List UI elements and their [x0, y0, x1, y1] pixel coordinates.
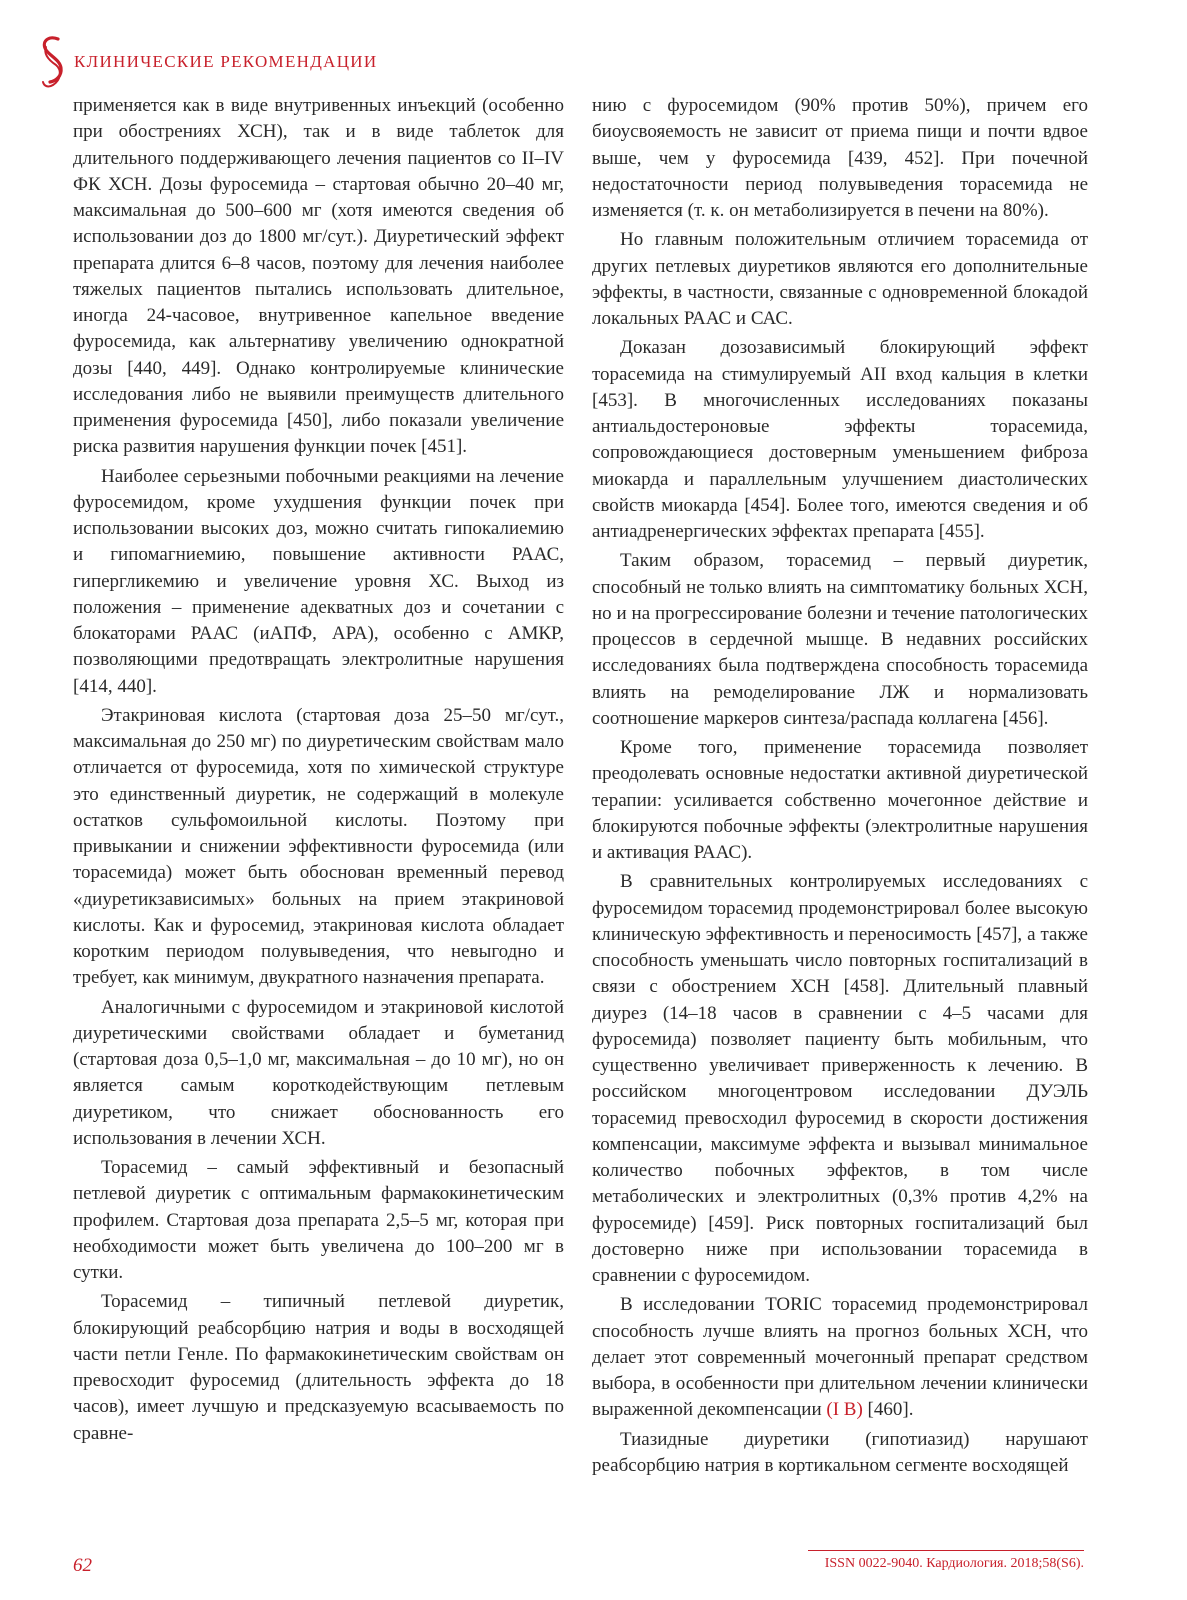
reference: [460].: [862, 1399, 914, 1421]
paragraph: В сравнительных контролируемых исследованиях с фуросемидом торасемид продемонстрировал более высокую клиническую эффективность и переносимость [457], а также способность уменьшать число повторных госпитализаций в связи с обострением ХСН [458]. Длительный плавный диурез (14–18 часов в сравнении с 4–5 часами для фуросемида) позволяет пациенту быть мобильным, что существенно увеличивает приверженность к лечению. В российском многоцентровом исследовании ДУЭЛЬ торасемид превосходил фуросемид в скорости достижения компенсации, максимуме эффекта и вызывал минимальное количество побочных эффектов, в том числе метаболических и электролитных (0,3% против 4,2% на фуросемиде) [459]. Риск повторных госпитализаций был достоверно ниже при использовании торасемида в сравнении с фуросемидом.: [592, 871, 1088, 1286]
paragraph: Тиазидные диуретики (гипотиазид) нарушают реабсорбцию натрия в кортикальном сегменте восходящей: [592, 1428, 1088, 1476]
section-title: КЛИНИЧЕСКИЕ РЕКОМЕНДАЦИИ: [74, 52, 378, 71]
paragraph: применяется как в виде внутривенных инъекций (особенно при обострениях ХСН), так и в виде таблеток для длительного поддерживающего лечения пациентов со II–IV ФК ХСН. Дозы фуросемида – стартовая обычно 20–40 мг, максимальная до 500–600 мг (хотя имеются сведения об использовании доз до 1800 мг/сут.). Диуретический эффект препарата длится 6–8 часов, поэтому для лечения наиболее тяжелых пациентов пытались использовать длительное, иногда 24-часовое, внутривенное капельное введение фуросемида, как альтернативу увеличению однократной дозы [440, 449]. Однако контролируемые клинические исследования либо не выявили преимуществ длительного применения фуросемида [450], либо показали увеличение риска развития нарушения функции почек [451].: [73, 95, 564, 458]
paragraph-toric: [592, 1292, 1088, 1423]
journal-citation: ISSN 0022-9040. Кардиология. 2018;58(S6).: [824, 1556, 1084, 1571]
paragraph: Доказан дозозависимый блокирующий эффект торасемида на стимулируемый AII вход кальция в клетки [453]. В многочисленных исследованиях показаны антиальдостероновые эффекты торасемида, сопровождающиеся достоверным уменьшением фиброза миокарда и параллельным улучшением диастолических свойств миокарда [454]. Более того, имеются сведения и об антиадренергических эффектах препарата [455].: [592, 337, 1088, 542]
page-number: 62: [73, 1555, 92, 1576]
paragraph: Этакриновая кислота (стартовая доза 25–50 мг/сут., максимальная до 250 мг) по диуретическим свойствам мало отличается от фуросемида, хотя по химической структуре это единственный диуретик, не содержащий в молекуле остатков сульфомоильной кислоты. Поэтому при привыкании и снижении эффективности фуросемида (или торасемида) может быть обоснован временный перевод «диуретикзависимых» больных на прием этакриновой кислоты. Как и фуросемид, этакриновая кислота обладает коротким периодом полувыведения, что невыгодно и требует, как минимум, двукратного назначения препарата.: [73, 704, 564, 989]
paragraph: Наиболее серьезными побочными реакциями на лечение фуросемидом, кроме ухудшения функции почек при использовании высоких доз, можно считать гипокалиемию и гипомагниемию, повышение активности РААС, гипергликемию и увеличение уровня ХС. Выход из положения – применение адекватных доз и сочетании с блокаторами РААС (иАПФ, АРА), особенно с АМКР, позволяющими предотвращать электролитные нарушения [414, 440].: [73, 465, 564, 697]
paragraph: Кроме того, применение торасемида позволяет преодолевать основные недостатки активной диуретической терапии: усиливается собственно мочегонное действие и блокируются побочные эффекты (электролитные нарушения и активация РААС).: [592, 737, 1088, 863]
section-sign-logo-icon: [36, 33, 70, 91]
paragraph: Аналогичными с фуросемидом и этакриновой кислотой диуретическими свойствами обладает и буметанид (стартовая доза 0,5–1,0 мг, максимальная – до 10 мг), но он является самым короткодействующим петлевым диуретиком, что снижает обоснованность его использования в лечении ХСН.: [73, 996, 564, 1149]
evidence-level: (I B): [826, 1399, 863, 1421]
paragraph: нию с фуросемидом (90% против 50%), причем его биоусвояемость не зависит от приема пищи и почти вдвое выше, чем у фуросемида [439, 452]. При почечной недостаточности период полувыведения торасемида не изменяется (т. к. он метаболизируется в печени на 80%).: [592, 95, 1088, 221]
paragraph: Таким образом, торасемид – первый диуретик, способный не только влиять на симптоматику больных ХСН, но и на прогрессирование болезни и течение патологических процессов в сердечной мышце. В недавних российских исследованиях была подтверждена способность торасемида влиять на ремоделирование ЛЖ и нормализовать соотношение маркеров синтеза/распада коллагена [456].: [592, 550, 1088, 729]
right-column: [592, 93, 1088, 1482]
paragraph-text: В исследовании TORIC торасемид продемонстрировал способность лучше влиять на прогноз больных ХСН, что делает этот современный мочегонный препарат средством выбора, в особенности при длительном лечении клинически выраженной декомпенсации: [592, 1294, 1088, 1421]
section-header: [36, 32, 377, 92]
paragraph: Но главным положительным отличием торасемида от других петлевых диуретиков являются его дополнительные эффекты, в частности, связанные с одновременной блокадой локальных РААС и САС.: [592, 229, 1088, 329]
paragraph: Торасемид – типичный петлевой диуретик, блокирующий реабсорбцию натрия и воды в восходящей части петли Генле. По фармакокинетическим свойствам он превосходит фуросемид (длительность эффекта до 18 часов), имеет лучшую и предсказуемую всасываемость по сравне-: [73, 1291, 564, 1444]
left-column: [73, 93, 564, 1450]
footer-divider: [808, 1550, 1084, 1551]
paragraph: Торасемид – самый эффективный и безопасный петлевой диуретик с оптимальным фармакокинетическим профилем. Стартовая доза препарата 2,5–5 мг, которая при необходимости может быть увеличена до 100–200 мг в сутки.: [73, 1157, 564, 1283]
